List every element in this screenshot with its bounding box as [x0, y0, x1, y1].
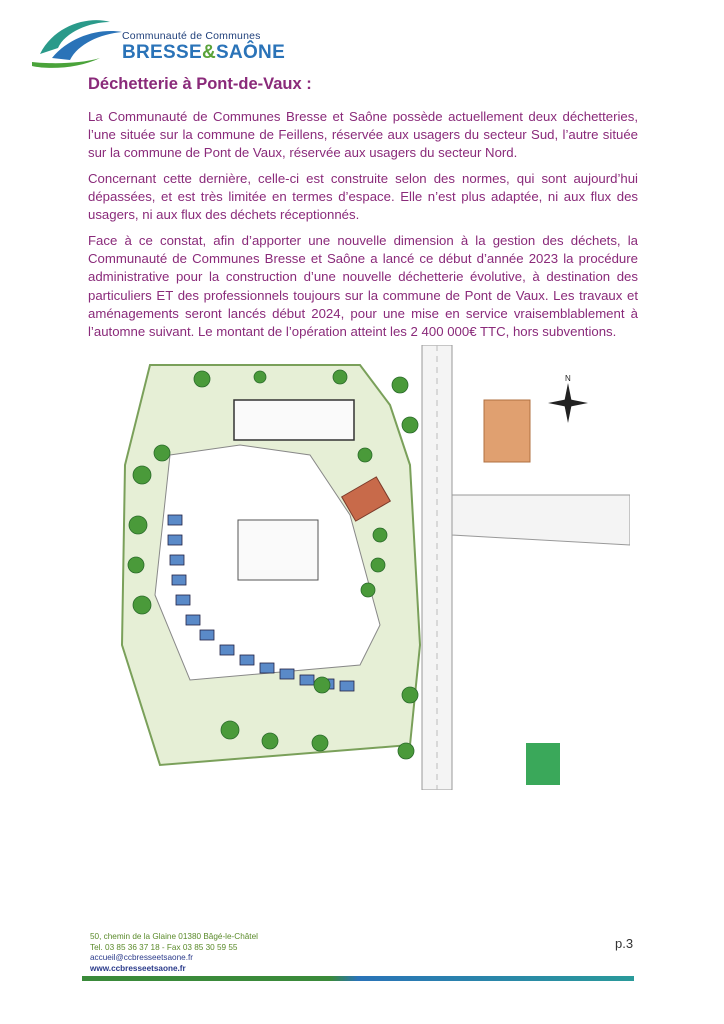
paragraph-3: Face à ce constat, afin d’apporter une nouvelle dimension à la gestion des déchets, la Communauté de Communes Bresse et Saône a lancé ce début d’année 2023 la procédure administrative pour la construction d’une nouvelle déchetterie évolutive, à destination des particuliers ET des professionnels toujours sur la commune de Pont de Vaux. Les travaux et aménagements seront lancés début 2024, pour une mise en service vraisemblablement à l’automne suivant. Le montant de l’opération atteint les 2 400 000€ TTC, hors subventions. — [88, 233, 638, 340]
footer-street: 50, chemin de la Glaine 01380 Bâgé-le-Châtel — [90, 932, 258, 941]
compass-icon — [548, 374, 588, 423]
orange-plot — [484, 400, 530, 462]
side-road — [452, 495, 630, 545]
logo-swoosh-icon — [30, 14, 125, 70]
site-plan — [110, 345, 630, 790]
logo-title: BRESSE&SAÔNE — [122, 42, 286, 63]
paragraph-2: Concernant cette dernière, celle-ci est construite selon des normes, qui sont aujourd’hui dépassées, et est très limitée en termes d’espace. Elle n’est plus adaptée, ni aux flux des usagers, ni aux flux des déchets réceptionnés. — [88, 171, 638, 223]
page-number: p.3 — [615, 936, 634, 951]
logo-subtitle: Communauté de Communes — [122, 30, 261, 42]
footer-website[interactable]: www.ccbresseetsaone.fr — [90, 963, 186, 973]
green-plot — [526, 743, 560, 785]
footer-divider — [82, 976, 634, 981]
footer-address — [90, 932, 258, 974]
building-central — [238, 520, 318, 580]
footer-phone: Tel. 03 85 36 37 18 - Fax 03 85 30 59 55 — [90, 942, 238, 952]
paragraph-1: La Communauté de Communes Bresse et Saône possède actuellement deux déchetteries, l’une située sur la commune de Feillens, réservée aux usagers du secteur Sud, l’autre située sur la commune de Pont de Vaux, réservée aux usagers du secteur Nord. — [88, 109, 638, 161]
logo — [30, 14, 290, 70]
footer-email[interactable]: accueil@ccbresseetsaone.fr — [90, 953, 193, 963]
page-title: Déchetterie à Pont-de-Vaux : — [88, 75, 312, 93]
building-top — [234, 400, 354, 440]
compass-label: N — [565, 374, 571, 383]
